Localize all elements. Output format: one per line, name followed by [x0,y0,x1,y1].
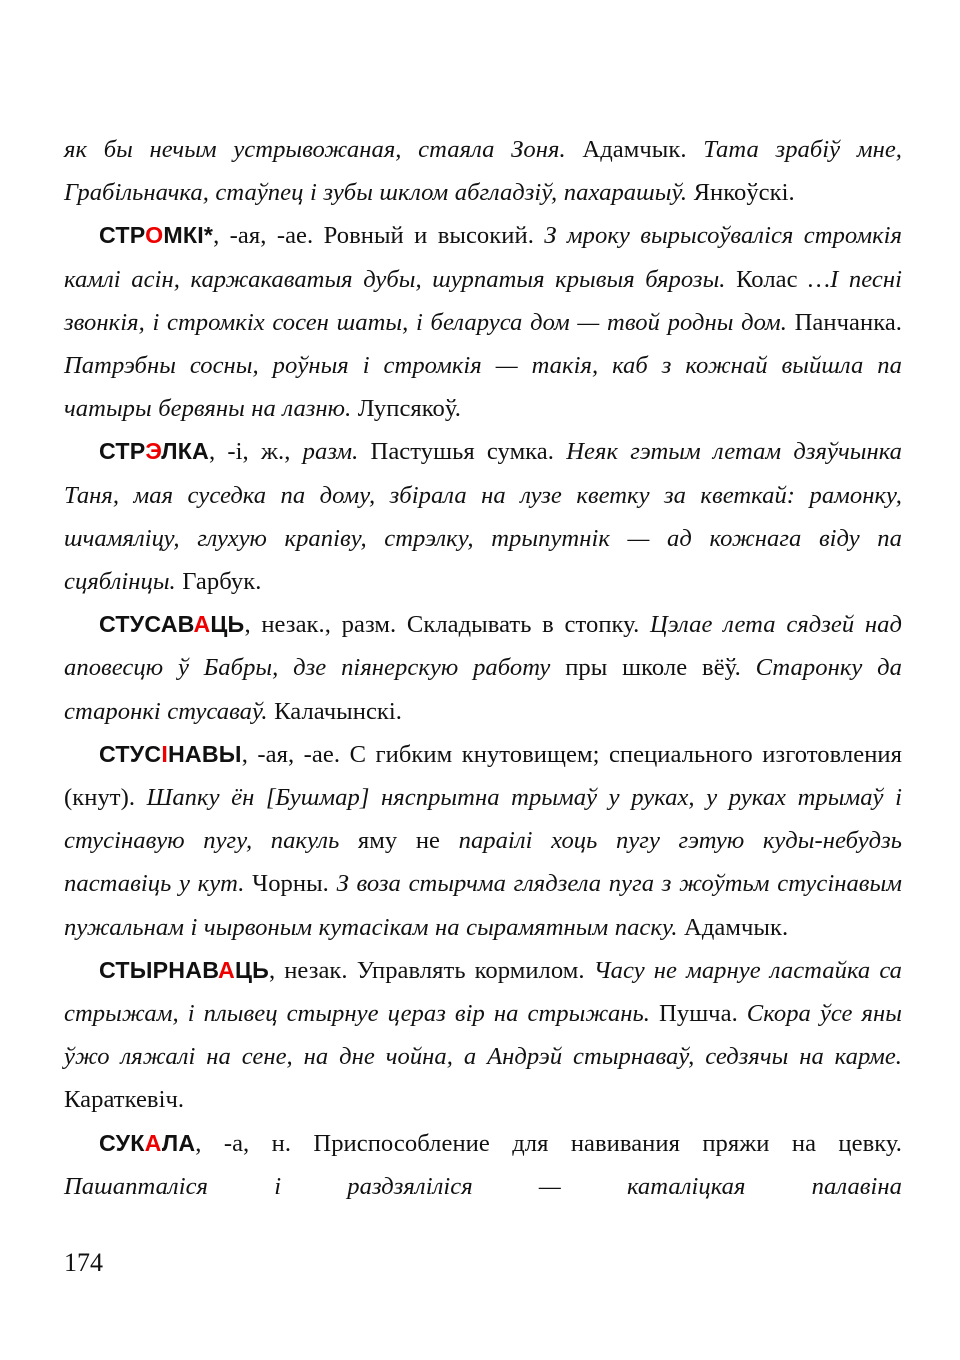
headword-part-pre: СУК [99,1129,145,1156]
citation-source-stusinavy-3: Адамчык. [677,913,789,941]
dictionary-entry-stromki [64,214,902,430]
headword-strelka [99,438,209,464]
carryover-citation-1: як бы нечым устрывожаная, стаяла Зоня. [64,136,566,163]
headword-part-post: ЦЬ [234,956,269,983]
headword-styrnavac [99,957,269,983]
headword-part-pre: СТР [99,222,146,249]
headword-part-post: ЛКА [161,438,210,465]
definition-stromki: Ровный и высокий. [323,222,545,250]
dictionary-entry-styrnavac [64,949,902,1122]
dictionary-entry-stusinavy [64,733,902,949]
carryover-source-2: Янкоўскі. [687,179,795,207]
headword-part-post: ЛА [161,1129,196,1156]
inflection-styrnavac: , незак. [268,956,357,984]
headword-part-pre: СТУСАВ [99,611,194,638]
headword-sukala [99,1130,195,1156]
headword-stusavac [99,611,244,637]
dictionary-entry-sukala [64,1122,902,1252]
headword-stusinavy [99,741,242,767]
citation-source-stusavac-2: Калачынскі. [267,697,403,725]
headword-stress-letter: А [144,1129,162,1156]
inflection-strelka: , -і, ж., [209,438,303,466]
headword-part-pre: СТУС [99,740,162,767]
definition-stusinavy: С гибким кнутовищем; специального изготовления (кнут). [64,740,902,812]
citation-source-stusinavy-2: Чорны. [244,870,337,898]
citation-stromki-3: Патрэбны сосны, роўныя і стромкія — такія, каб з кожнай выйшла па чатыры бервяны на лазню. [64,352,902,423]
citation-stusinavy-2: параілі хоць пугу гэтую куды-небудзь паставіць у кут. [64,827,903,898]
gram-label-strelka: разм. [302,438,359,466]
headword-asterisk: * [203,222,214,249]
citation-source-stusinavy-1: яму не [339,827,459,855]
citation-stusavac-1: Цэлае лета сядзей над аповесцю ў Бабры, дзе піянерскую работу [64,611,903,682]
dictionary-entry-stusavac [64,603,902,733]
carryover-source-1: Адамчык. [565,136,704,163]
citation-styrnavac-2: Скора ўсе яны ўжо ляжалі на сене, на дне чойна, а Андрэй стырнаваў, седзячы на карме. [64,1000,902,1071]
dictionary-entry-strelka [64,430,902,603]
citation-styrnavac-1: Часу не марнуе ластайка са стрыжам, і плывец стырнуе цераз вір на стрыжань. [64,956,902,1028]
citation-source-styrnavac-2: Караткевіч. [64,1086,185,1114]
citation-sukala-1: Пашапталіся і раздзяліліся — каталіцкая палавіна [64,1172,902,1200]
carryover-paragraph [64,128,902,214]
citation-source-stusavac-1: пры школе вёў. [550,654,756,682]
citation-source-strelka-1: Гарбук. [175,568,262,596]
inflection-sukala: , -а, н. [195,1129,314,1157]
citation-source-stromki-2: Панчанка. [786,308,902,336]
inflection-stromki: , -ая, -ае. [213,222,324,250]
definition-sukala: Приспособление для навивания пряжи на цевку. [313,1129,902,1157]
citation-stusinavy-3: З воза стырчма глядзела пуга з жоўтьм стусінавым пужальнам і чырвоным кутасікам на сырамятным паску. [64,870,902,941]
citation-strelka-1: Неяк гэтым летам дзяўчынка Таня, мая суседка па дому, збірала на лузе кветку за кветкай: рамонку, шчамяліцу, глухую крапіву, стрэлку, трыпутнік — ад кожнага віду па сцяблінцы. [64,438,902,596]
definition-styrnavac: Управлять кормилом. [356,956,594,984]
headword-stress-letter: Э [145,438,162,465]
citation-source-stromki-3: Лупсякоў. [351,395,461,423]
definition-stusavac: Складывать в стопку. [406,611,650,639]
carryover-citation-2: Тата зрабіў мне, Грабільначка, стаўпец і зубы шклом абгладзіў, пахарашыў. [64,136,902,207]
page-number: 174 [64,1248,103,1277]
citation-source-styrnavac-1: Пушча. [650,1000,747,1028]
headword-part-post: ЦЬ [210,611,245,638]
headword-stress-letter: О [145,222,164,249]
citation-stromki-2: …І песні звонкія, і стромкіх сосен шаты, і беларуса дом — твой родны дом. [64,265,902,336]
headword-stress-letter: А [217,956,235,983]
headword-part-post: МКІ [163,222,204,249]
citation-stusinavy-1: Шапку ён [Бушмар] няспрытна трымаў у руках, у руках трымаў і стусінавую пугу, пакуль [64,784,902,855]
definition-strelka: Пастушья сумка. [358,438,567,466]
headword-stromki [99,222,213,248]
inflection-stusavac: , незак., разм. [244,611,407,639]
headword-stress-letter: І [161,740,168,767]
headword-part-pre: СТЫРНАВ [99,956,218,983]
text-column [64,128,902,1251]
citation-stusavac-2: Старонку да старонкі стусаваў. [64,654,903,725]
headword-part-post: НАВЫ [167,740,242,767]
headword-part-pre: СТР [99,438,146,465]
citation-source-stromki-1: Колас [725,265,809,293]
inflection-stusinavy: , -ая, -ае. [241,740,350,768]
headword-stress-letter: А [193,611,211,638]
citation-stromki-1: З мроку вырысоўваліся стромкія камлі асін, каржакаватыя дубы, шурпатыя крывыя бярозы. [64,222,902,293]
